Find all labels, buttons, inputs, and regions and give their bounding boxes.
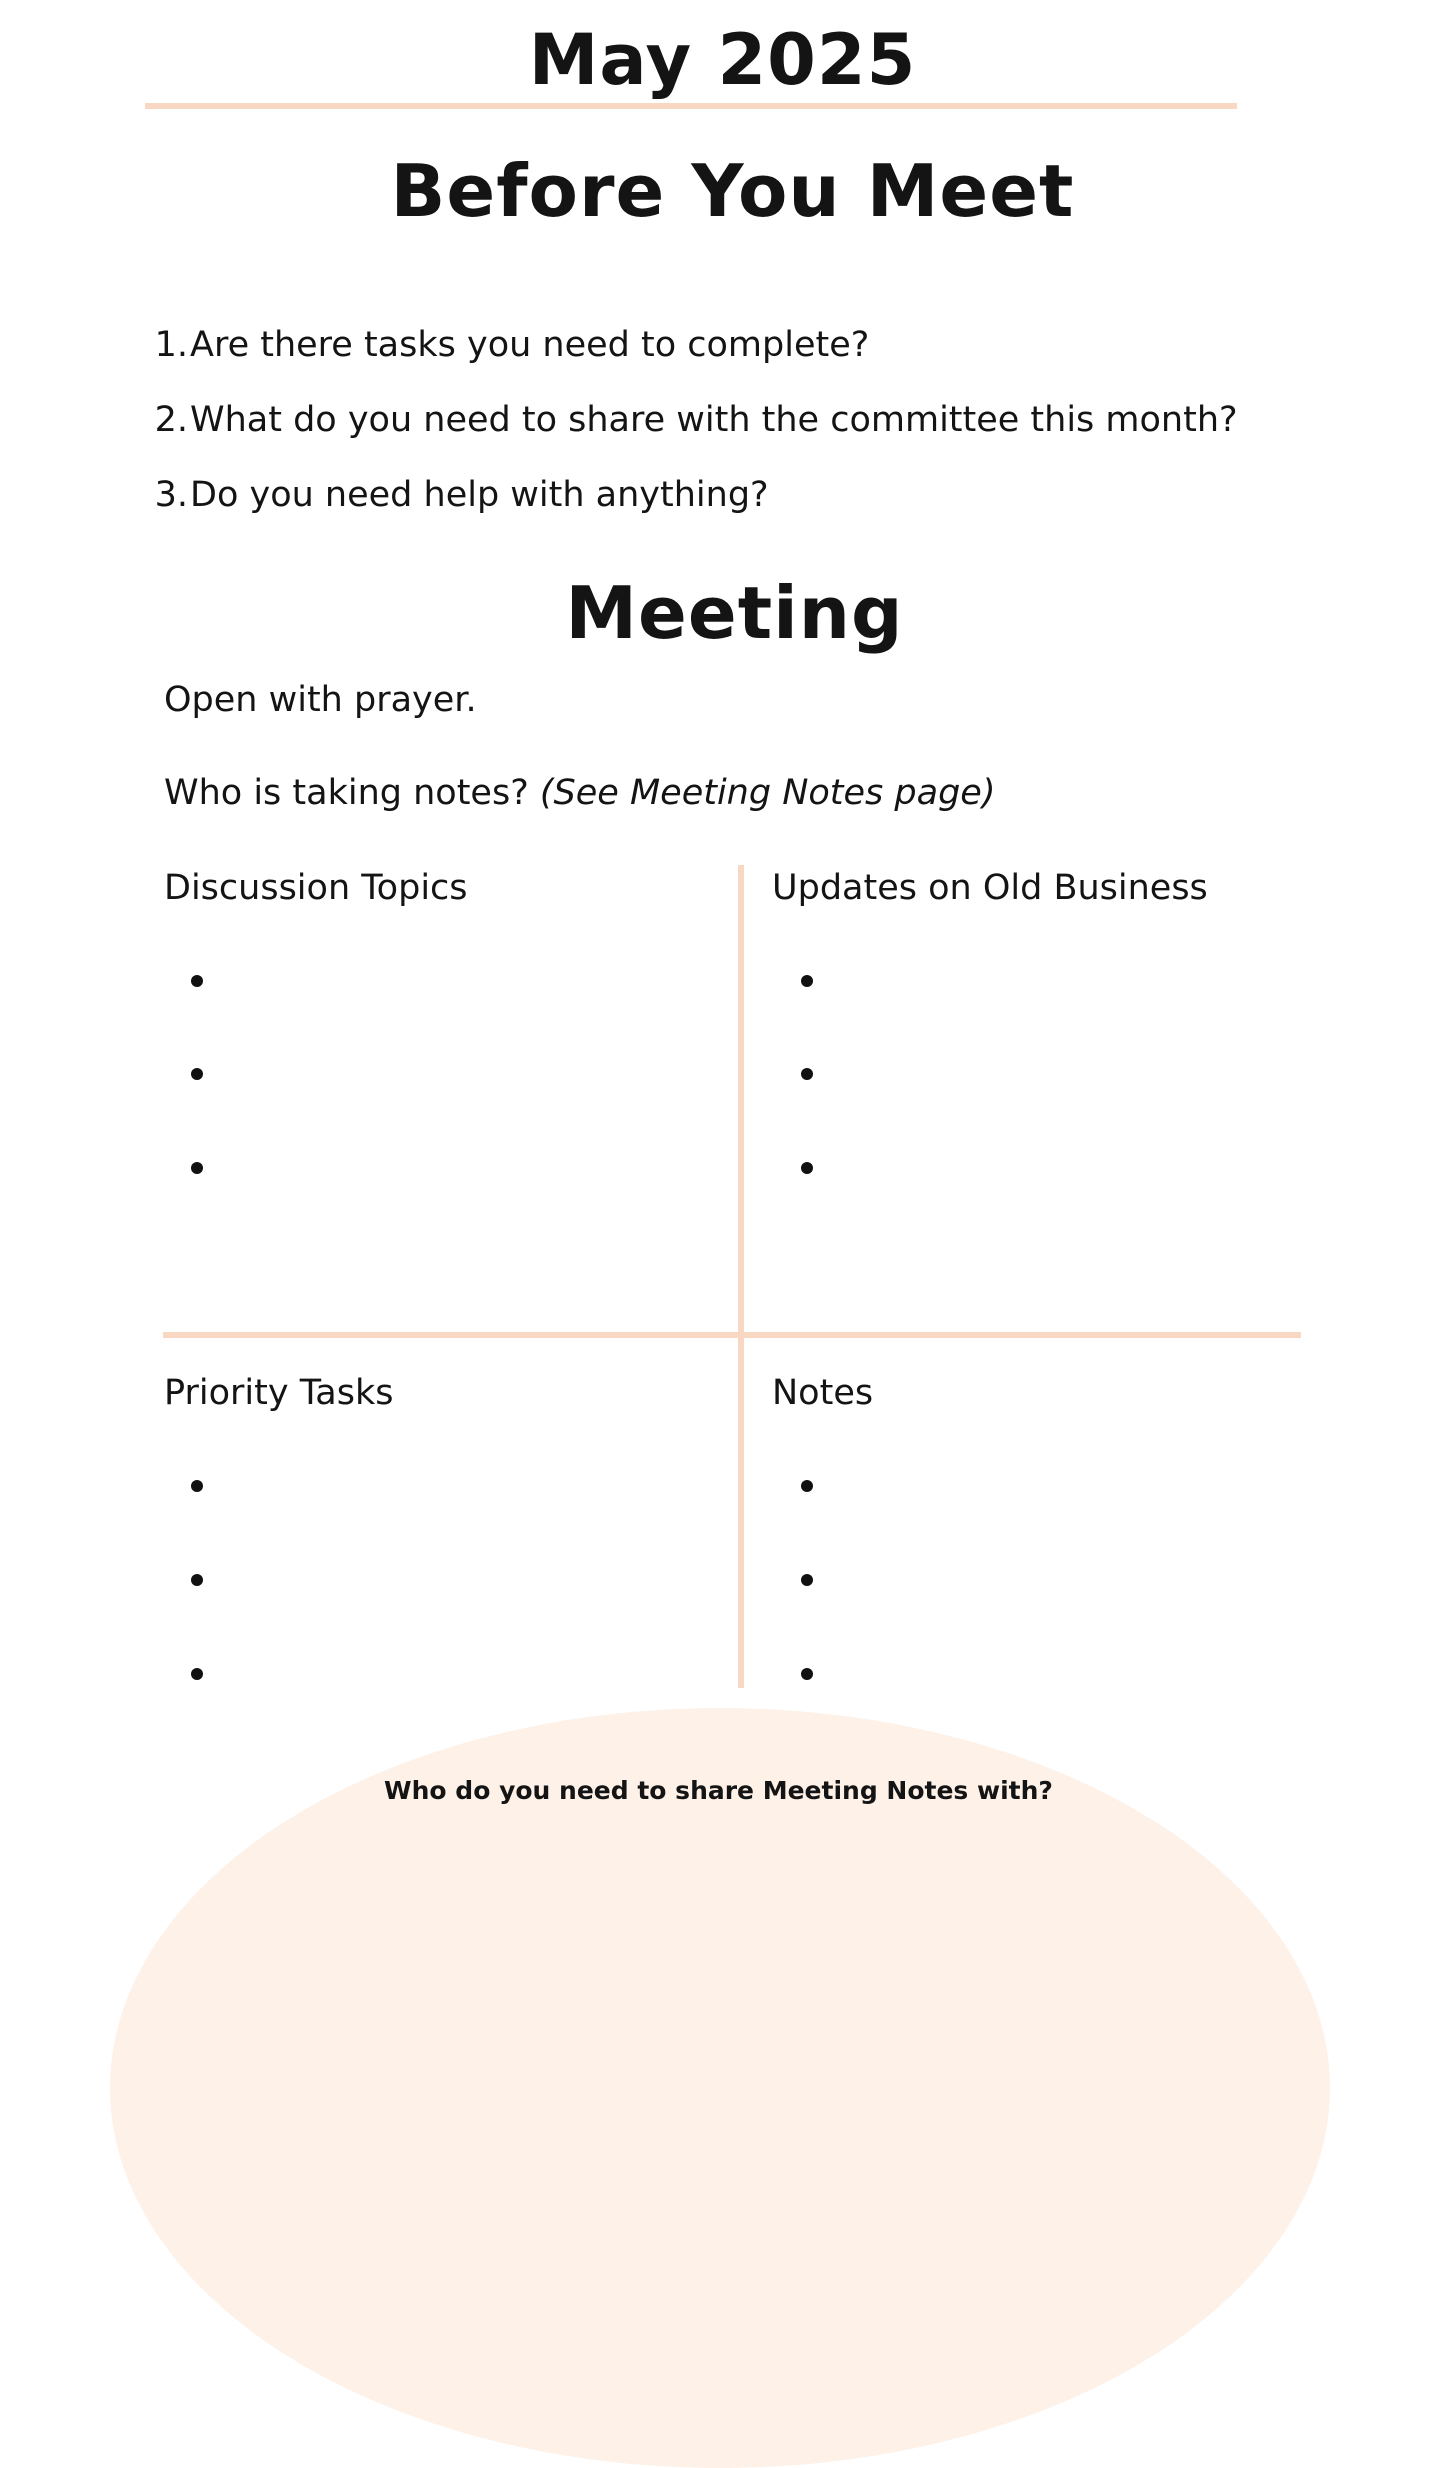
before-you-meet-heading: Before You Meet <box>390 149 1075 233</box>
question-number: 1. <box>154 325 188 365</box>
quadrant-horizontal-divider <box>163 1332 1301 1338</box>
meeting-heading: Meeting <box>565 571 904 655</box>
bullet-point <box>191 975 203 987</box>
bullet-point <box>801 1068 813 1080</box>
bullet-point <box>191 1668 203 1680</box>
notes-title: Notes <box>772 1373 874 1413</box>
title-divider <box>145 103 1237 109</box>
discussion-topics-section <box>164 868 468 908</box>
question-number: 2. <box>154 400 188 440</box>
priority-tasks-section <box>164 1373 393 1413</box>
notes-section <box>772 1373 873 1413</box>
quadrant-vertical-divider <box>738 865 744 1688</box>
question-item <box>150 475 1238 550</box>
page-title: May 2025 <box>528 19 917 101</box>
question-item <box>150 325 1238 400</box>
bullet-point <box>801 1162 813 1174</box>
old-business-updates-title: Updates on Old Business <box>772 868 1208 908</box>
bullet-point <box>191 1162 203 1174</box>
note-taker-line <box>164 773 996 813</box>
bullet-point <box>801 975 813 987</box>
share-notes-question: Who do you need to share Meeting Notes with? <box>384 1776 1053 1805</box>
question-text: What do you need to share with the committee this month? <box>190 400 1238 440</box>
question-number: 3. <box>154 475 188 515</box>
before-you-meet-questions <box>150 325 1238 550</box>
note-taker-hint: (See Meeting Notes page) <box>539 773 996 813</box>
old-business-updates-section <box>772 868 1208 908</box>
bullet-point <box>191 1480 203 1492</box>
question-item <box>150 400 1238 475</box>
bullet-point <box>801 1574 813 1586</box>
priority-tasks-title: Priority Tasks <box>164 1373 394 1413</box>
bullet-point <box>801 1480 813 1492</box>
note-taker-question: Who is taking notes? <box>164 773 529 813</box>
bullet-point <box>191 1068 203 1080</box>
discussion-topics-title: Discussion Topics <box>164 868 468 908</box>
decorative-arc <box>110 1708 1330 2468</box>
bullet-point <box>801 1668 813 1680</box>
bullet-point <box>191 1574 203 1586</box>
question-text: Are there tasks you need to complete? <box>190 325 870 365</box>
question-text: Do you need help with anything? <box>190 475 769 515</box>
open-with-prayer-text: Open with prayer. <box>164 680 477 720</box>
